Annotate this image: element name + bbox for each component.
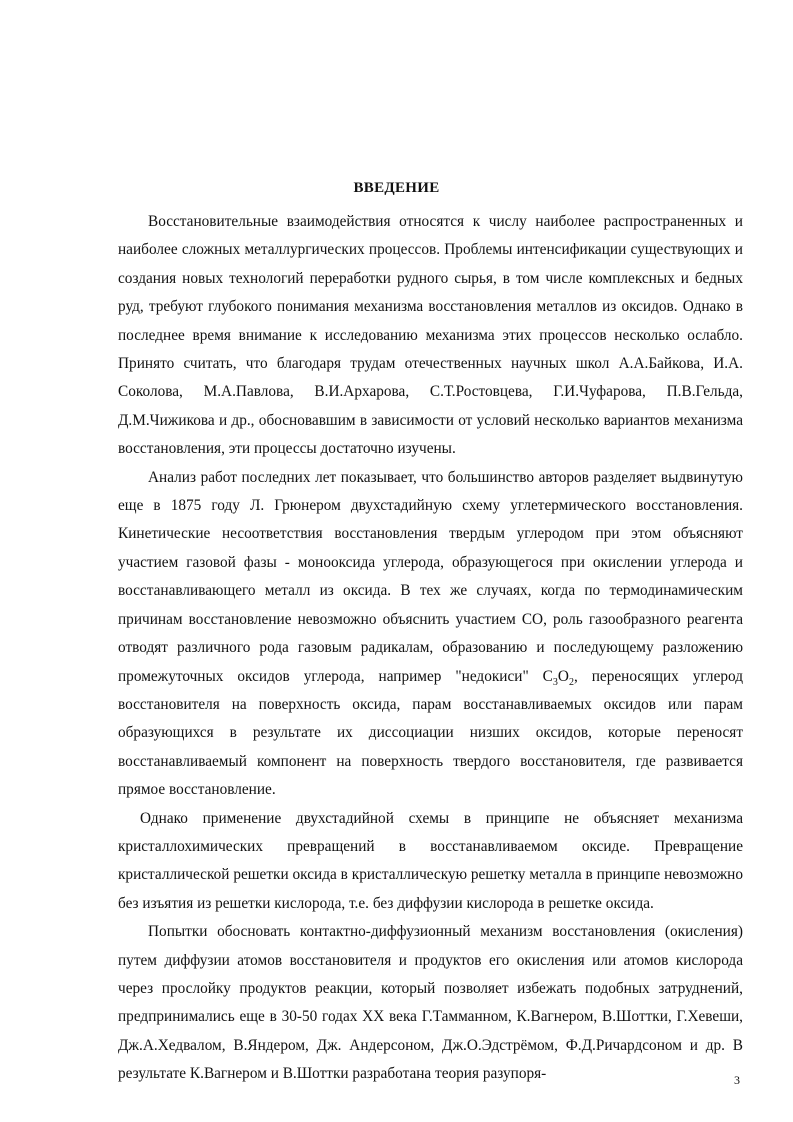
paragraph-3: Однако применение двухстадийной схемы в принципе не объясняет механизма кристаллохимических превращений в восстанавливаемом оксиде. Превращение кристаллической решетки оксида в кристаллическую решетку металла в принципе невозможно без изъятия из решетки кислорода, т.е. без диффузии кислорода в решетке оксида.	[118, 809, 743, 912]
section-title: ВВЕДЕНИЕ	[353, 180, 440, 196]
paragraph-4: Попытки обосновать контактно-диффузионный механизм восстановления (окисления) путем диффузии атомов восстановителя и продуктов его окисления или атомов кислорода через прослойку продуктов реакции, который позволяет избежать подобных затруднений, предпринимались еще в 30-50 годах XX века Г.Тамманном, К.Вагнером, В.Шоттки, Г.Хевеши, Дж.А.Хедвалом, В.Яндером, Дж. Андерсоном, Дж.О.Эдстрёмом, Ф.Д.Ричардсоном и др. В результате К.Вагнером и В.Шоттки разработана теория разупоря-	[118, 923, 743, 1083]
paragraph-2-text-after: , переносящих углерод восстановителя на поверхность оксида, парам восстанавливаемых оксидов или парам образующихся в результате их диссоциации низших оксидов, которые переносят восстанавливаемый компонент на поверхность твердого восстановителя, где развивается прямое восстановление.	[118, 667, 743, 799]
paragraph-2-text-before: Анализ работ последних лет показывает, что большинство авторов разделяет выдвинутую еще в 1875 году Л. Грюнером двухстадийную схему углетермического восстановления. Кинетические несоответствия восстановления твердым углеродом при этом объясняют участием газовой фазы - монооксида углерода, образующегося при окислении углерода и восстанавливающего металл из оксида. В тех же случаях, когда по термодинамическим причинам восстановление невозможно объяснить участием СО, роль газообразного реагента отводят различного рода газовым радикалам, образованию и последующему разложению промежуточных оксидов углерода, например "недокиси" C	[118, 468, 743, 685]
subscript-2: 2	[568, 676, 574, 688]
paragraph-1: Восстановительные взаимодействия относятся к числу наиболее распространенных и наиболее сложных металлургических процессов. Проблемы интенсификации существующих и создания новых технологий переработки рудного сырья, в том числе комплексных и бедных руд, требуют глубокого понимания механизма восстановления металлов из оксидов. Однако в последнее время внимание к исследованию механизма этих процессов несколько ослабло. Принято считать, что благодаря трудам отечественных научных школ А.А.Байкова, И.А. Соколова, М.А.Павлова, В.И.Архарова, С.Т.Ростовцева, Г.И.Чуфарова, П.В.Гельда, Д.М.Чижикова и др., обосновавшим в зависимости от условий несколько вариантов механизма восстановления, эти процессы достаточно изучены.	[118, 213, 743, 458]
paragraph-2	[118, 464, 743, 805]
page-number: 3	[734, 1073, 740, 1087]
formula-oxygen: O	[557, 667, 569, 685]
subscript-3: 3	[552, 676, 558, 688]
body-text	[118, 208, 743, 1089]
